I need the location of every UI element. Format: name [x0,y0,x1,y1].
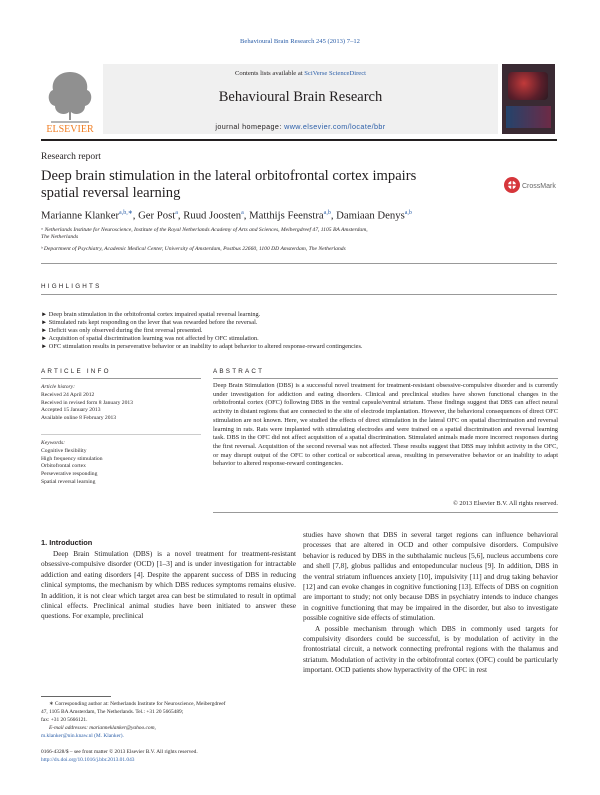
title-line-1: Deep brain stimulation in the lateral orbitofrontal cortex impairs [41,168,417,184]
crossmark-badge[interactable] [503,173,559,197]
intro-column-2 [303,530,558,676]
article-title [41,168,481,201]
highlights-divider [41,294,557,295]
keyword: High frequency stimulation [41,455,103,462]
contents-prefix: Contents lists available at [235,70,305,77]
intro-paragraph: studies have shown that DBS in several target regions can influence behavioral processes that are altered in OCD and other compulsive disorders. Compulsive behavior is reduced by DBS in the subthalamic nucleus [5,6], nucleus accumbens core and shell [7,8], globus pallidus and entopeduncular nucleus [9]. In addition, DBS in the ventral striatum influences anxiety [10], impulsivity [11] and drug taking behavior [12] and can evoke changes in cognitive functioning [13]. Effects of DBS on cognition are important to study; not only because DBS in psychiatry intends to induce changes in cognitive functioning that may be impaired in the disorder, but also to investigate possible cognitive side effects of stimulation. [303,530,558,623]
keyword: Orbitofrontal cortex [41,463,86,470]
keywords-list [41,448,103,487]
history-item: Received 24 April 2012 [41,392,95,398]
author-affil-sup[interactable]: a,b,∗ [119,210,133,216]
highlight-item: ► Acquisition of spatial discrimination learning was not affected by OFC stimulation. [41,335,259,343]
journal-homepage [103,122,498,131]
publisher-name: ELSEVIER [46,124,94,134]
author-affil-sup[interactable]: a [175,210,178,216]
intro-paragraph: A possible mechanism through which DBS in commonly used targets for compulsivity disorders could be successful, is by modulation of activity in the frontostriatal circuit, a network connecting prefrontal regions with the thalamus and striatum. Modulation of activity in the orbitofrontal cortex (OFC) could be particularly important. OCD patients show hyperactivity of the OFC in rest [303,623,558,675]
highlight-item: ► Deep brain stimulation in the orbitofrontal cortex impaired spatial reversal learning. [41,311,261,318]
corresponding-author-note: fax: +31 20 5666121. [41,717,88,723]
corresponding-author-note: ∗ Corresponding author at: Netherlands Institute for Neuroscience, Meibergdreef [49,701,226,707]
author-sep: , [330,209,337,222]
history-list [41,392,133,423]
journal-cover-image [502,64,555,134]
journal-reference[interactable]: Behavioural Brain Research 245 (2013) 7–12 [240,38,360,45]
keyword: Cognitive flexibility [41,448,87,454]
contents-line [103,70,498,77]
footnotes [41,700,296,740]
email-addresses[interactable]: E-mail addresses: marianneklanker@yahoo.com, [49,725,156,731]
history-label: Article history: [41,384,76,390]
author-name: Ger Post [138,209,176,222]
affiliation-a-line-1: ᵃ Netherlands Institute for Neuroscience, Institute of the Royal Netherlands Academy of Arts and Sciences, Meibergdreef 47, 1105 BA Amsterdam, [41,227,368,233]
keywords-label: Keywords: [41,440,66,446]
abstract-bottom-divider [213,512,558,513]
highlights-list [41,311,363,351]
article-info-heading: ARTICLE INFO [41,368,111,375]
keywords-divider [41,434,201,435]
homepage-prefix: journal homepage: [215,122,285,131]
intro-column-1: Deep Brain Stimulation (DBS) is a novel treatment for treatment-resistant obsessive-compulsive disorder (OCD) [1–3] and is under investigation for intractable addiction and eating disorders [4]. Despite the apparent success of DBS in reducing clinical symptoms, the mechanism by which DBS reduces symptoms remains elusive. In addition, it is not clear which target area can best be stimulated to result in optimal clinical effects. Preclinical animal studies have been initiated to answer these questions. For example, preclinical [41,549,296,621]
author-sep: , [177,209,184,222]
email-addresses[interactable]: m.klanker@nin.knaw.nl (M. Klanker). [41,733,124,739]
affiliation-b: ᵇ Department of Psychiatry, Academic Medical Center, University of Amsterdam, Postbus 22660, 1100 DD Amsterdam, The Netherlands [41,246,346,252]
homepage-link[interactable]: www.elsevier.com/locate/bbr [284,122,386,131]
abstract-divider [213,378,558,379]
doi-link[interactable]: http://dx.doi.org/10.1016/j.bbr.2013.01.043 [41,757,135,763]
abstract-copyright: © 2013 Elsevier B.V. All rights reserved. [452,500,558,507]
highlight-item: ► OFC stimulation results in perseverative behavior or an inability to adapt behavior to altered response-reward contingencies. [41,343,363,351]
corresponding-author-note: 47, 1105 BA Amsterdam, The Netherlands. Tel.: +31 20 5665489; [41,709,184,715]
crossmark-icon [503,173,559,197]
journal-name: Behavioural Brain Research [218,89,383,105]
article-type: Research report [41,152,101,162]
section-heading-introduction: 1. Introduction [41,538,93,547]
highlights-heading: HIGHLIGHTS [41,283,102,290]
author-name: Ruud Joosten [183,209,242,222]
footnote-rule [41,696,111,697]
abstract-text: Deep Brain Stimulation (DBS) is a successful novel treatment for treatment-resistant obsessive-compulsive disorder and is currently under investigation for addiction and eating disorders. Clinical and preclinical studies have shown functional changes in the orbitofrontal cortex (OFC) following DBS in the ventral capsule/ventral striatum. These findings suggest that DBS can affect neural activity in distant regions that are connected to the site of electrode implantation. However, the behavioral consequences of direct OFC stimulation are not known. Here, we studied the effects of direct stimulation in the lateral OFC on spatial discrimination and reversal learning in rats. Rats were implanted with stimulating electrodes and were trained on a spatial discrimination and reversal learning task. DBS in the OFC did not affect acquisition of a spatial discrimination. Stimulated animals made more incorrect responses during the first reversal. Acquisition of the second reversal was not affected. These results suggest that DBS may inhibit activity in the OFC, or may disrupt output of the OFC to other cortical or subcortical areas, resulting in perseverative behavior or an inability to adapt behavior to altered response-reward contingencies. [213,382,558,468]
author-name: Matthijs Feenstra [249,209,324,222]
crossmark-label: CrossMark [522,183,556,190]
elsevier-tree-logo [41,64,99,134]
title-line-2: spatial reversal learning [41,184,181,201]
sciencedirect-link[interactable]: SciVerse ScienceDirect [304,70,366,77]
page-footer [41,748,198,764]
author-affil-sup[interactable]: a,b [404,210,412,216]
author-sep: , [132,209,139,222]
keyword: Perseverative responding [41,471,98,478]
history-item: Received in revised form 8 January 2013 [41,399,133,406]
history-item: Available online 8 February 2013 [41,415,117,422]
header-divider [41,139,557,141]
author-affil-sup[interactable]: a [241,210,244,216]
author-sep: , [243,209,250,222]
author-name: Marianne Klanker [41,209,120,222]
history-item: Accepted 15 January 2013 [41,407,101,414]
highlight-item: ► Stimulated rats kept responding on the lever that was rewarded before the reversal. [41,319,258,327]
highlight-item: ► Deficit was only observed during the first reversal presented. [41,327,203,335]
author-name: Damiaan Denys [336,209,405,222]
affiliation-divider [41,263,557,264]
issn-line: 0166-4328/$ – see front matter © 2013 Elsevier B.V. All rights reserved. [41,749,198,755]
abstract-heading: ABSTRACT [213,368,265,375]
keyword: Spatial reversal learning [41,478,96,485]
article-info-divider [41,378,201,379]
affiliation-a [41,227,551,242]
author-list [41,209,412,222]
author-affil-sup[interactable]: a,b [323,210,331,216]
affiliation-a-line-2: The Netherlands [41,234,79,241]
